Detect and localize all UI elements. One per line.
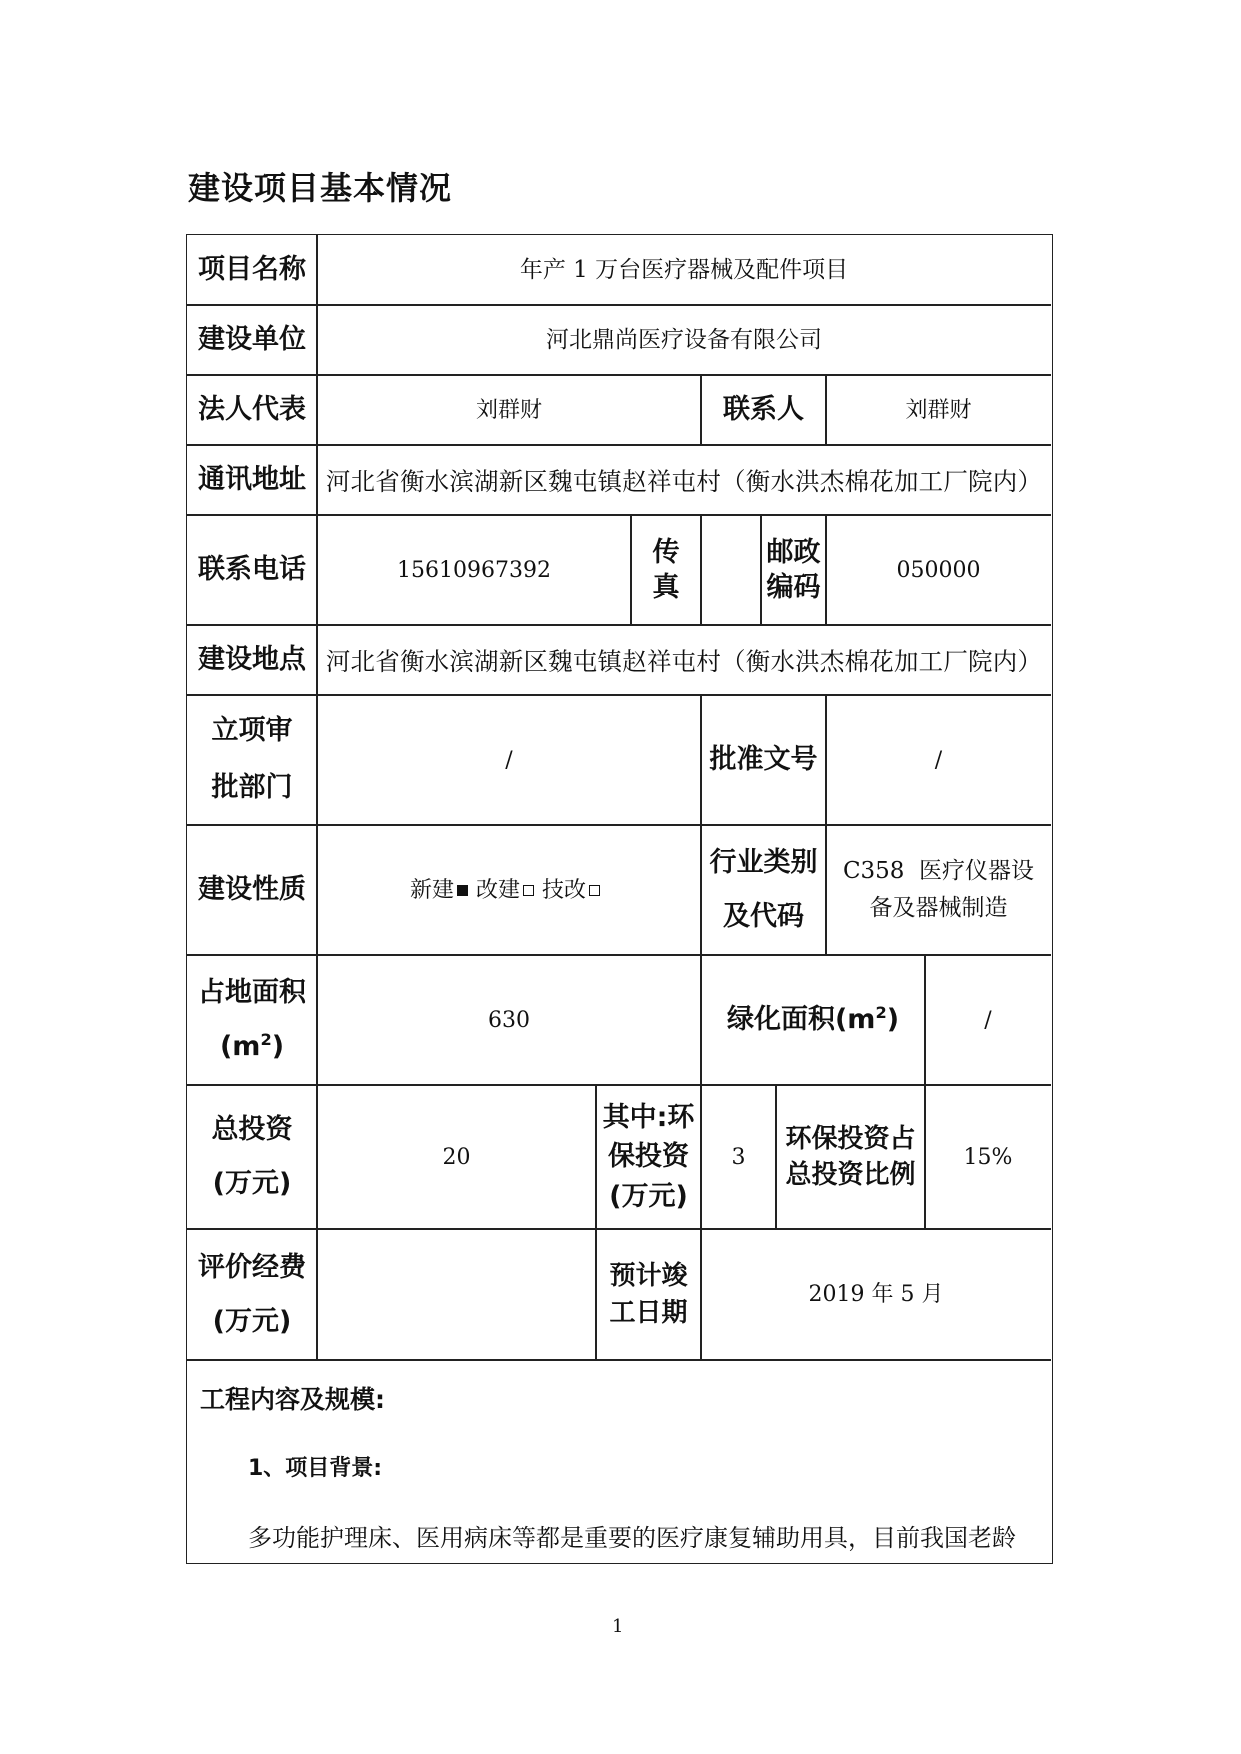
env-investment-label-line2: 保投资 bbox=[608, 1141, 689, 1173]
env-ratio-value: 15% bbox=[963, 1144, 1013, 1170]
completion-label-line1: 预计竣 bbox=[609, 1261, 688, 1292]
completion-label bbox=[596, 1229, 701, 1360]
approval-dept-value: / bbox=[505, 747, 513, 773]
checkbox-unchecked-icon bbox=[523, 885, 534, 896]
land-area-label-line1: 占地面积 bbox=[198, 977, 306, 1008]
env-ratio-label-line2: 总投资比例 bbox=[785, 1160, 916, 1190]
investment-label-line1: 总投资 bbox=[211, 1114, 293, 1145]
site-label: 建设地点 bbox=[198, 644, 306, 676]
legal-rep-value: 刘群财 bbox=[475, 397, 542, 423]
nature-option-retrofit: 技改 bbox=[542, 874, 608, 907]
site-value: 河北省衡水滨湖新区魏屯镇赵祥屯村（衡水洪杰棉花加工厂院内） bbox=[325, 646, 1043, 676]
approval-dept-label bbox=[187, 695, 317, 825]
legal-rep-label: 法人代表 bbox=[198, 394, 306, 426]
industry-label-line2: 及代码 bbox=[723, 901, 804, 932]
phone-value: 15610967392 bbox=[397, 557, 551, 583]
investment-label bbox=[187, 1085, 317, 1229]
section-title: 工程内容及规模: bbox=[200, 1385, 385, 1414]
mail-address-label: 通讯地址 bbox=[198, 464, 306, 496]
nature-option-new: 新建 bbox=[410, 874, 476, 907]
postcode-label-line1: 邮政 bbox=[766, 536, 821, 568]
fax-label bbox=[631, 515, 701, 625]
env-investment-label-line3: (万元) bbox=[609, 1180, 688, 1212]
green-area-label: 绿化面积$(m^2)$ bbox=[726, 1003, 900, 1036]
industry-label-line1: 行业类别 bbox=[709, 847, 818, 878]
subsection-title: 1、项目背景: bbox=[248, 1456, 383, 1481]
page-number: 1 bbox=[612, 1616, 624, 1637]
body-paragraph: 多功能护理床、医用病床等都是重要的医疗康复辅助用具，目前我国老龄 bbox=[248, 1524, 1016, 1552]
contact-label: 联系人 bbox=[723, 394, 804, 426]
industry-value-line2: 备及器械制造 bbox=[869, 895, 1008, 921]
checkbox-checked-icon bbox=[457, 885, 468, 896]
nature-label: 建设性质 bbox=[198, 874, 306, 906]
nature-option-rebuild: 改建 bbox=[476, 874, 542, 907]
phone-label: 联系电话 bbox=[198, 554, 306, 586]
land-area-value: 630 bbox=[488, 1007, 530, 1033]
industry-label bbox=[701, 825, 826, 955]
project-name-label: 项目名称 bbox=[198, 254, 306, 286]
env-ratio-label bbox=[776, 1085, 925, 1229]
approval-no-label: 批准文号 bbox=[709, 744, 818, 776]
land-area-label-line2: $(m^2)$ bbox=[219, 1030, 285, 1062]
green-area-value: / bbox=[984, 1007, 992, 1033]
eval-fee-label-line2: (万元) bbox=[212, 1305, 292, 1337]
nature-options bbox=[317, 825, 701, 955]
fax-label-line2: 真 bbox=[652, 572, 680, 603]
approval-dept-label-line2: 批部门 bbox=[211, 772, 293, 803]
builder-value: 河北鼎尚医疗设备有限公司 bbox=[546, 326, 822, 353]
approval-dept-label-line1: 立项审 bbox=[211, 715, 293, 747]
env-investment-label-line1: 其中:环 bbox=[602, 1102, 695, 1134]
env-investment-label bbox=[596, 1085, 701, 1229]
approval-no-value: / bbox=[934, 747, 943, 773]
env-investment-value: 3 bbox=[731, 1144, 746, 1170]
fax-value bbox=[701, 515, 761, 625]
contact-value: 刘群财 bbox=[905, 397, 972, 423]
mail-address-value: 河北省衡水滨湖新区魏屯镇赵祥屯村（衡水洪杰棉花加工厂院内） bbox=[325, 466, 1043, 496]
builder-label: 建设单位 bbox=[198, 324, 306, 356]
checkbox-unchecked-icon bbox=[589, 885, 600, 896]
postcode-label-line2: 编码 bbox=[766, 572, 821, 603]
industry-value-line1: C358 医疗仪器设 bbox=[842, 858, 1035, 885]
investment-label-line2: (万元) bbox=[212, 1168, 292, 1199]
fax-label-line1: 传 bbox=[652, 536, 680, 568]
investment-value: 20 bbox=[442, 1144, 471, 1170]
completion-value: 2019 年 5 月 bbox=[808, 1282, 944, 1307]
eval-fee-label-line1: 评价经费 bbox=[198, 1251, 306, 1283]
eval-fee-value bbox=[317, 1229, 596, 1360]
industry-value bbox=[826, 825, 1051, 955]
eval-fee-label bbox=[187, 1229, 317, 1360]
project-info-form bbox=[186, 234, 1053, 1564]
postcode-label bbox=[761, 515, 826, 625]
page-title: 建设项目基本情况 bbox=[188, 169, 453, 207]
env-ratio-label-line1: 环保投资占 bbox=[785, 1123, 916, 1154]
project-name-value: 年产 1 万台医疗器械及配件项目 bbox=[519, 256, 849, 283]
land-area-label bbox=[187, 955, 317, 1085]
completion-label-line2: 工日期 bbox=[609, 1297, 688, 1328]
postcode-value: 050000 bbox=[896, 557, 981, 583]
